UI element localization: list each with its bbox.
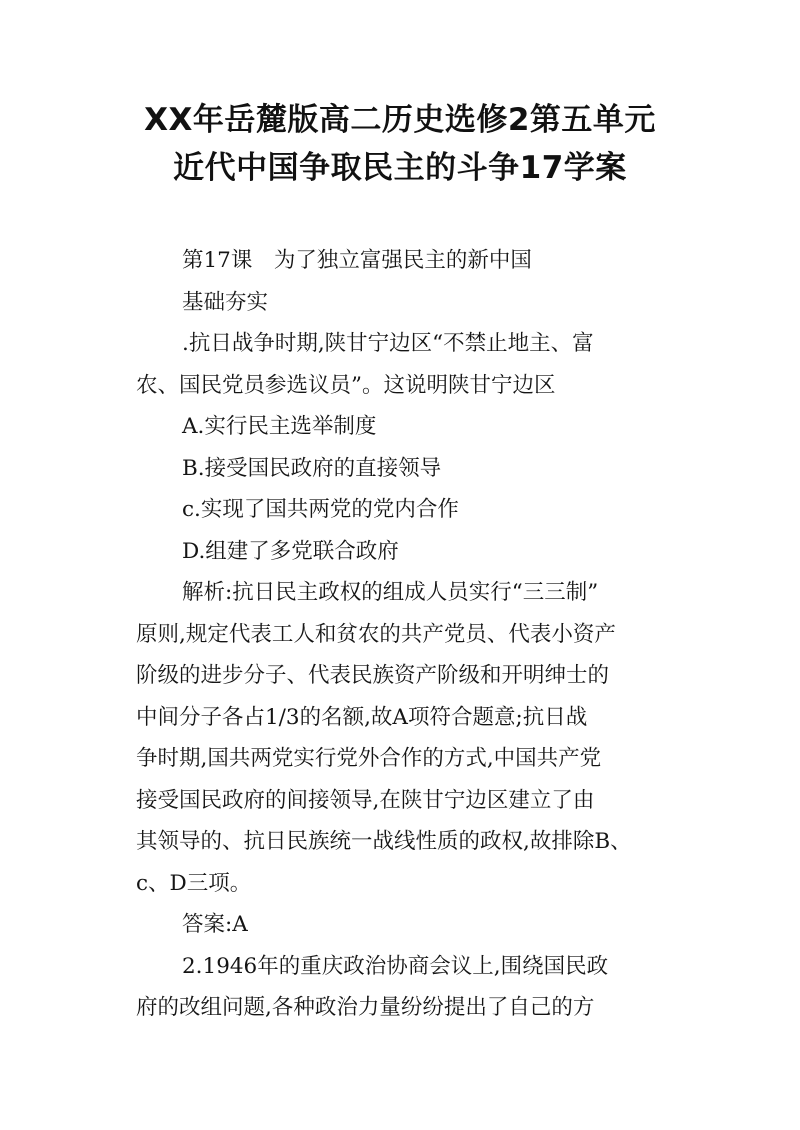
option-d: D.组建了多党联合政府 xyxy=(182,538,399,564)
question-1-stem-line: 农、国民党员参选议员”。这说明陕甘宁边区 xyxy=(136,372,556,398)
option-a: A.实行民主选举制度 xyxy=(182,414,377,439)
analysis-line: 中间分子各占1/3的名额,故A项符合题意;抗日战 xyxy=(136,704,588,730)
analysis-line: 解析:抗日民主政权的组成人员实行“三三制” xyxy=(182,580,599,605)
question-2-stem-line: 2.1946年的重庆政治协商会议上,围绕国民政 xyxy=(182,953,609,979)
document-title-line-2: 近代中国争取民主的斗争17学案 xyxy=(173,150,627,186)
analysis-line: 其领导的、抗日民族统一战线性质的政权,故排除B、 xyxy=(136,829,632,854)
analysis-line: 阶级的进步分子、代表民族资产阶级和开明绅士的 xyxy=(136,663,610,688)
document-title-line-1: XX年岳麓版高二历史选修2第五单元 xyxy=(144,102,656,138)
analysis-line: 原则,规定代表工人和贫农的共产党员、代表小资产 xyxy=(136,621,616,647)
analysis-line: 争时期,国共两党实行党外合作的方式,中国共产党 xyxy=(136,746,602,771)
question-2-stem-line: 府的改组问题,各种政治力量纷纷提出了自己的方 xyxy=(136,995,595,1020)
document-body xyxy=(136,240,666,1029)
lesson-heading: 第17课 为了独立富强民主的新中国 xyxy=(182,248,532,273)
analysis-line: 接受国民政府的间接领导,在陕甘宁边区建立了由 xyxy=(136,787,595,813)
option-c: c.实现了国共两党的党内合作 xyxy=(182,497,459,522)
analysis-line: c、D三项。 xyxy=(136,870,252,896)
option-b: B.接受国民政府的直接领导 xyxy=(182,455,442,481)
section-heading: 基础夯实 xyxy=(182,289,269,315)
question-1-stem-line: .抗日战争时期,陕甘宁边区“不禁止地主、富 xyxy=(182,331,594,356)
answer-line: 答案:A xyxy=(182,912,248,937)
